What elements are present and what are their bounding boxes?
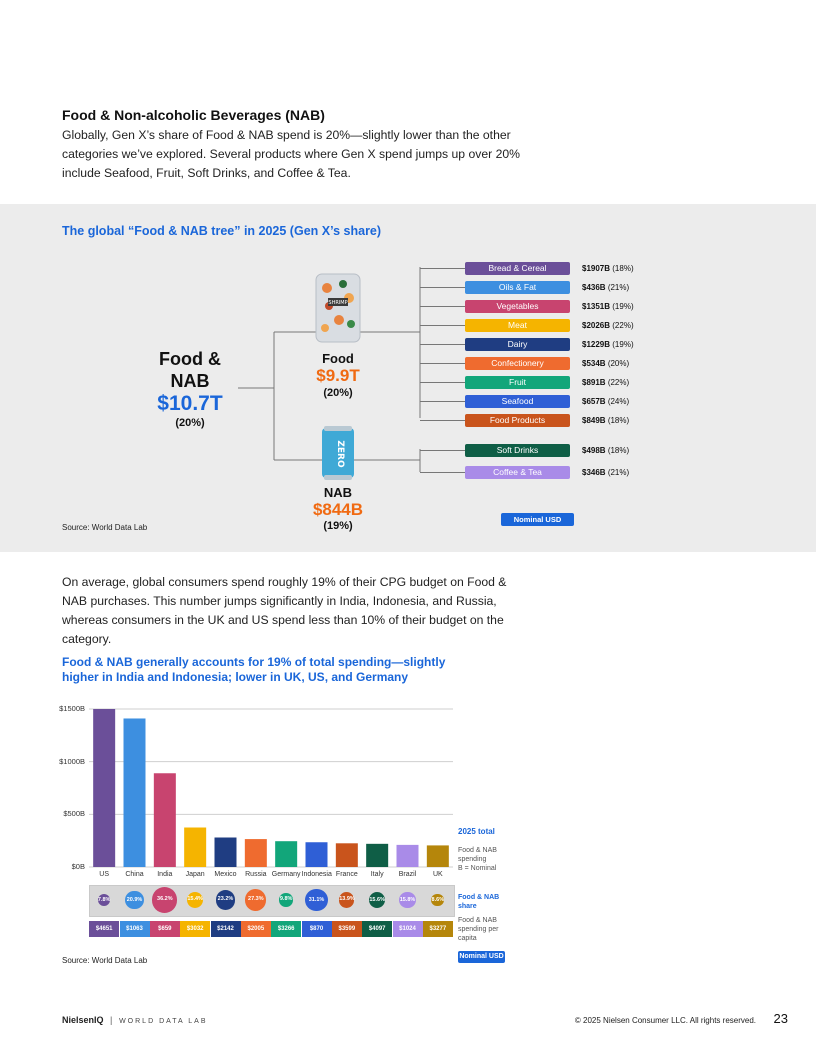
nab-category-share: (18%) — [607, 446, 630, 455]
x-tick-label: Brazil — [398, 871, 417, 878]
section-title: Food & Non-alcoholic Beverages (NAB) — [62, 107, 325, 123]
food-category-amount: $657B — [582, 397, 606, 406]
per-capita-box: $1024 — [393, 921, 423, 937]
chart-source: Source: World Data Lab — [62, 956, 148, 965]
nab-category-1: Coffee & Tea — [465, 466, 570, 479]
food-share: (20%) — [323, 387, 353, 399]
page-number: 23 — [773, 1011, 788, 1026]
food-category-share: (19%) — [612, 340, 634, 349]
nab-value: $844B — [312, 500, 364, 519]
food-category-8: Food Products — [465, 414, 570, 427]
food-category-share: (22%) — [607, 378, 630, 387]
x-tick-label: China — [125, 871, 144, 878]
bar-us — [93, 709, 115, 867]
food-category-amount: $1229B — [582, 340, 611, 349]
legend-share-head-1: Food & NAB — [458, 894, 500, 901]
per-capita-box: $3266 — [271, 921, 301, 937]
per-capita-box: $1063 — [120, 921, 150, 937]
food-category-amount: $849B — [582, 416, 606, 425]
bar-brazil — [397, 845, 419, 867]
y-tick-label: $1000B — [59, 756, 85, 766]
legend-capita-note-3: capita — [458, 935, 477, 942]
nab-share: (19%) — [323, 520, 353, 532]
food-category-amount: $2026B — [582, 321, 611, 330]
x-tick-label: Mexico — [214, 871, 237, 878]
y-tick-label: $0B — [71, 862, 85, 871]
chart-title: Food & NAB generally accounts for 19% of total spending—slightly higher in India and Indonesia; lower in UK, US, and Germany — [62, 655, 446, 684]
bar-russia — [245, 839, 267, 867]
root-label-line2: NAB — [170, 371, 210, 391]
share-circle: 20.9% — [125, 891, 143, 909]
tree-title: The global “Food & NAB tree” in 2025 (Gen X’s share) — [62, 224, 382, 238]
share-circle: 31.1% — [305, 889, 328, 912]
bar-italy — [366, 844, 388, 867]
per-capita-box: $3032 — [180, 921, 210, 937]
nab-category-0: Soft Drinks — [465, 444, 570, 457]
legend-total-note-2: spending — [458, 856, 487, 863]
nab-category-amount: $498B — [582, 446, 606, 455]
per-capita-box: $3277 — [423, 921, 453, 937]
x-tick-label: Italy — [370, 871, 384, 878]
food-category-2: Vegetables — [465, 300, 570, 313]
legend-total-head: 2025 total — [458, 827, 495, 836]
tree-nominal-badge: Nominal USD — [501, 513, 574, 526]
food-category-3: Meat — [465, 319, 570, 332]
x-tick-label: US — [99, 871, 110, 878]
x-tick-label: UK — [432, 871, 443, 878]
food-category-7: Seafood — [465, 395, 570, 408]
tree-source: Source: World Data Lab — [62, 523, 148, 532]
bar-japan — [184, 828, 206, 868]
share-circle: 15.4% — [187, 892, 203, 908]
per-capita-box: $870 — [302, 921, 332, 937]
nielseniq-logo: NielsenIQ — [62, 1015, 104, 1025]
legend-share-head — [458, 893, 499, 911]
share-circle: 27.3% — [245, 889, 266, 910]
per-capita-box: $2005 — [241, 921, 271, 937]
per-capita-box: $4651 — [89, 921, 119, 937]
x-tick-label: Russia — [245, 871, 267, 878]
share-circle: 15.6% — [369, 892, 385, 908]
bar-mexico — [215, 838, 237, 867]
food-category-share: (24%) — [607, 397, 630, 406]
share-circle: 9.8% — [279, 893, 292, 906]
legend-capita-note — [458, 916, 498, 943]
legend-total-note — [458, 846, 497, 873]
legend-total-note-1: Food & NAB — [458, 847, 497, 854]
root-share: (20%) — [175, 417, 205, 429]
intro-paragraph: Globally, Gen X’s share of Food & NAB spend is 20%—slightly lower than the other categories we’ve explored. Several products where Gen X spend jumps up over 20% include Seafood, Fruit, Soft Drinks, and Coffee & Tea. — [62, 128, 520, 180]
food-category-0: Bread & Cereal — [465, 262, 570, 275]
legend-capita-note-1: Food & NAB — [458, 917, 497, 924]
bar-uk — [427, 845, 449, 867]
x-tick-label: France — [335, 871, 358, 878]
root-label-line1: Food & — [159, 349, 221, 369]
legend-total-note-3: B = Nominal — [458, 865, 497, 872]
bag-label: SHRIMP — [328, 300, 348, 306]
food-category-4: Dairy — [465, 338, 570, 351]
food-category-amount: $891B — [582, 378, 606, 387]
x-tick-label: India — [157, 871, 173, 878]
x-tick-label: Japan — [185, 871, 205, 878]
share-circle: 36.2% — [152, 887, 177, 912]
food-category-amount: $534B — [582, 359, 606, 368]
x-tick-label: Indonesia — [301, 871, 332, 878]
food-category-share: (18%) — [607, 416, 630, 425]
share-circle: 8.6% — [431, 894, 444, 907]
per-capita-box: $4097 — [362, 921, 392, 937]
nab-label: NAB — [323, 485, 353, 500]
legend-share-head-2: share — [458, 903, 477, 910]
food-category-amount: $1907B — [582, 264, 611, 273]
root-value: $10.7T — [157, 392, 223, 415]
bar-china — [124, 718, 146, 867]
can-label: ZERO — [335, 440, 345, 468]
per-capita-box: $659 — [150, 921, 180, 937]
share-circle: 15.8% — [399, 892, 415, 908]
food-label: Food — [322, 351, 354, 366]
food-value: $9.9T — [316, 366, 360, 385]
share-circle: 13.9% — [339, 892, 354, 907]
footer-copyright: © 2025 Nielsen Consumer LLC. All rights reserved. — [574, 1016, 756, 1025]
food-category-amount: $436B — [582, 283, 606, 292]
food-category-share: (21%) — [607, 283, 630, 292]
food-category-6: Fruit — [465, 376, 570, 389]
legend-capita-note-2: spending per — [458, 926, 499, 933]
y-tick-label: $1500B — [59, 704, 85, 713]
food-category-share: (20%) — [607, 359, 630, 368]
per-capita-box: $3599 — [332, 921, 362, 937]
food-category-5: Confectionery — [465, 357, 570, 370]
food-category-1: Oils & Fat — [465, 281, 570, 294]
food-category-amount: $1351B — [582, 302, 611, 311]
share-circle: 23.2% — [216, 890, 235, 909]
bar-germany — [275, 841, 297, 867]
nab-category-amount: $346B — [582, 468, 606, 477]
food-category-share: (18%) — [612, 264, 634, 273]
bar-india — [154, 773, 176, 867]
footer-logo: NielsenIQ | WORLD DATA LAB — [62, 1015, 208, 1025]
y-tick-label: $500B — [63, 809, 85, 819]
nab-category-share: (21%) — [607, 468, 630, 477]
chart-nominal-badge: Nominal USD — [458, 951, 505, 963]
share-circle: 7.8% — [98, 894, 111, 907]
per-capita-box: $2142 — [211, 921, 241, 937]
bar-indonesia — [306, 842, 328, 867]
food-category-share: (22%) — [612, 321, 634, 330]
bar-france — [336, 843, 358, 867]
food-category-share: (19%) — [612, 302, 634, 311]
paragraph-2: On average, global consumers spend roughly 19% of their CPG budget on Food & NAB purchases. This number jumps significantly in India, Indonesia, and Russia, whereas consumers in the UK and US spend less than 10% of their budget on the category. — [62, 575, 507, 646]
x-tick-label: Germany — [271, 871, 301, 878]
world-data-lab-logo: WORLD DATA LAB — [119, 1018, 208, 1025]
